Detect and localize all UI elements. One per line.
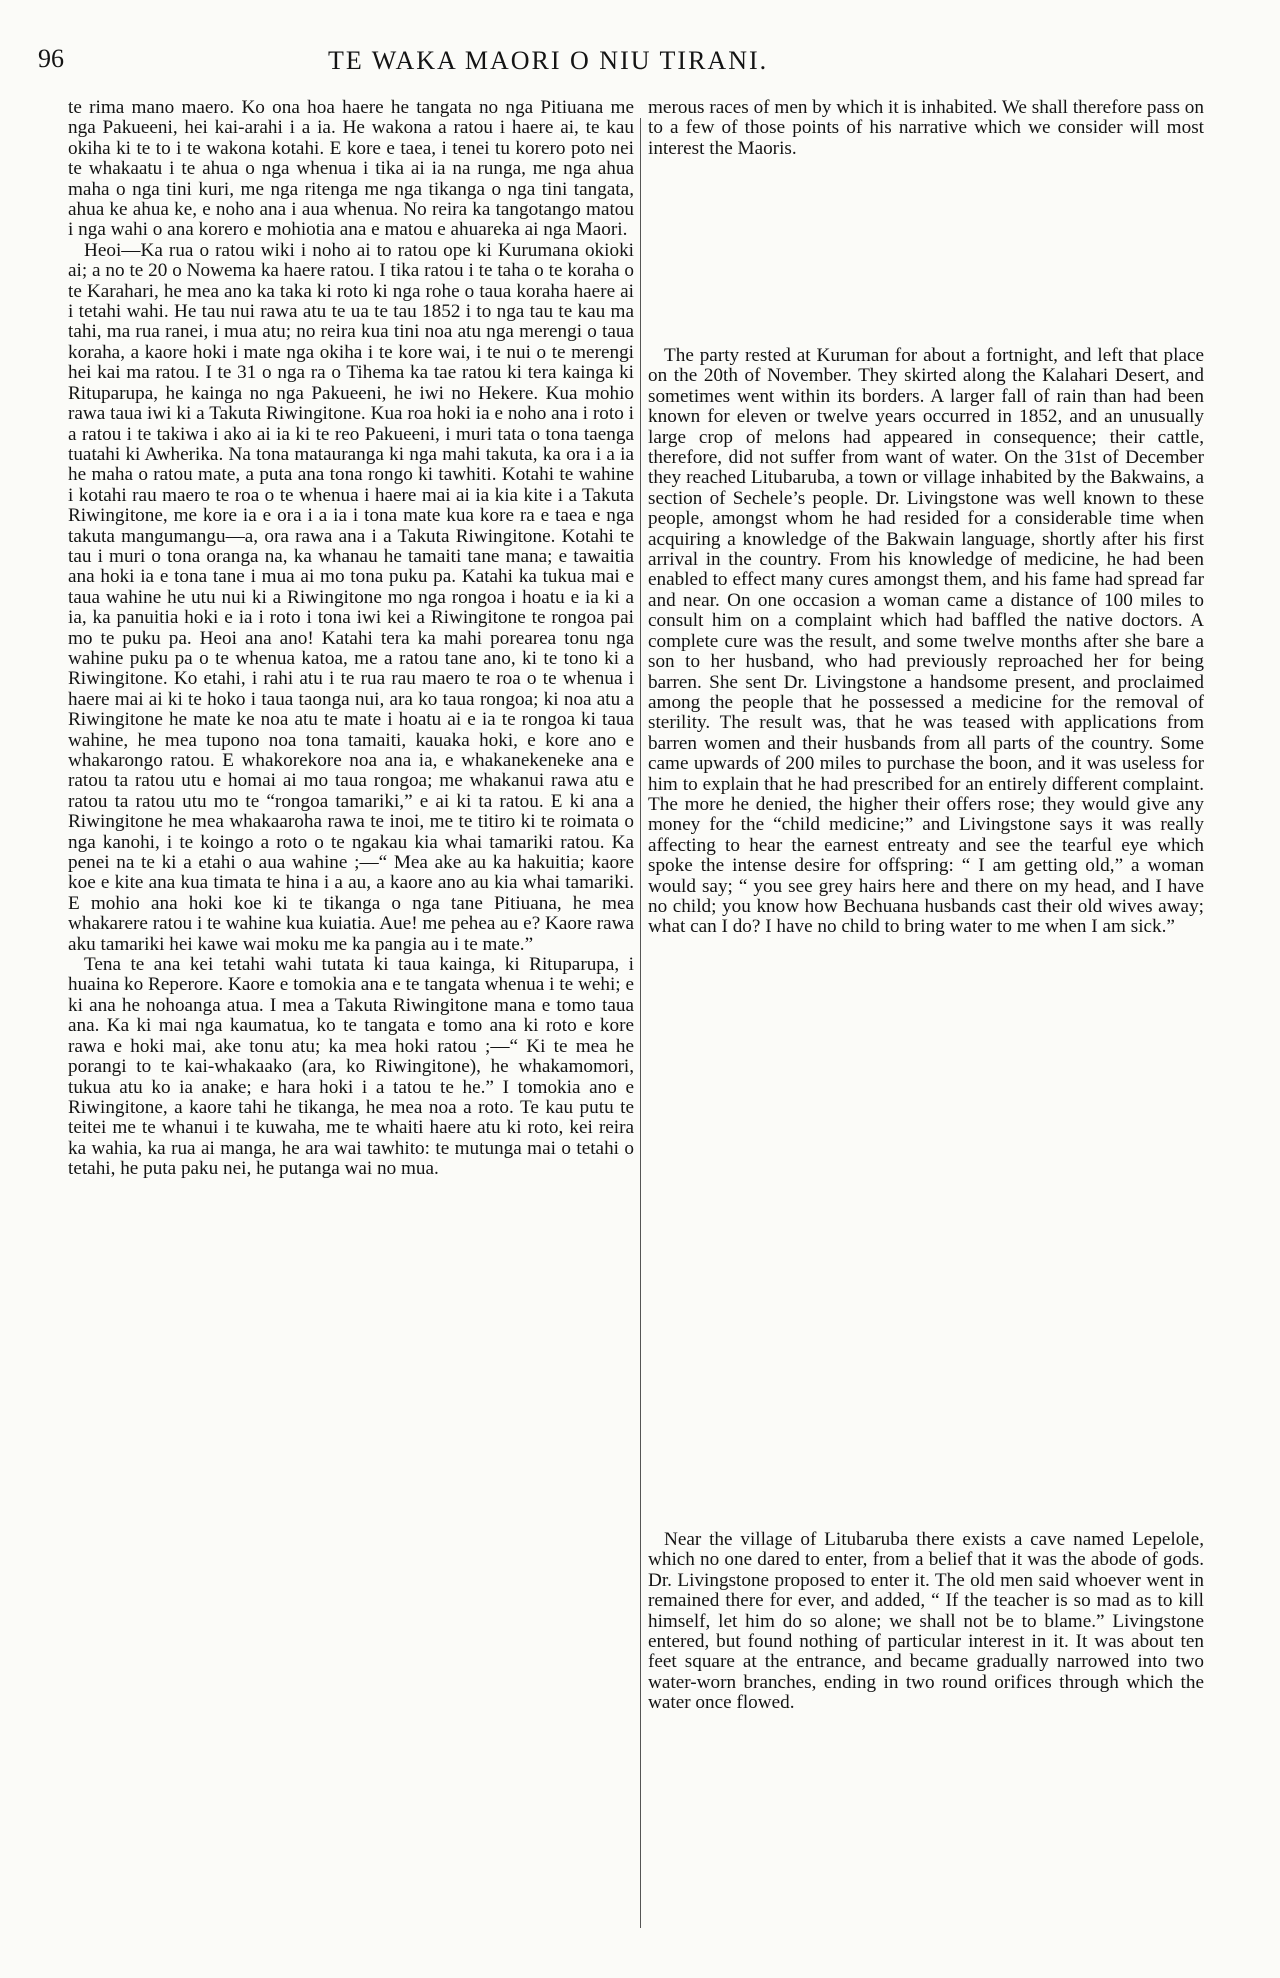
english-block-litubaruba [648,346,1204,938]
english-paragraph-3: Near the village of Litubaruba there exists a cave named Lepelole, which no one dared to enter, from a belief that it was the abode of gods. Dr. Livingstone proposed to enter it. The old men said whoever went in remained there for ever, and added, “ If the teacher is so mad as to kill himself, let him do so alone; we shall not be to blame.” Livingstone entered, but found nothing of particular interest in it. It was about ten feet square at the entrance, and became gradually narrowed into two water-worn branches, ending in two round orifices through which the water once flowed. [648,1529,1204,1714]
page-number: 96 [38,44,64,73]
maori-paragraph-1: te rima mano maero. Ko ona hoa haere he tangata no nga Pitiuana me nga Pakueeni, hei kai-arahi i a ia. He wakona a ratou i haere ai, te kau okiha ki te to i te wakona kotahi. E kore e taea, i tenei tu korero poto nei te whakaatu i te ahua o nga whenua i tika ai ia na runga, me nga ahua maha o nga tini kuri, me nga ritenga me nga tikanga o nga tini tangata, ahua ke ahua ke, e noho ana i aua whenua. No reira ka tangotango matou i nga wahi o ana korero e mohiotia ana e matou e ahuareka ai nga Maori. [68,97,634,241]
english-block-cave [648,1530,1204,1714]
column-divider [640,118,641,1928]
newspaper-title: TE WAKA MAORI O NIU TIRANI. [328,46,769,75]
english-block-intro [648,98,1204,159]
english-paragraph-1: merous races of men by which it is inhabited. We shall therefore pass on to a few of those points of his narrative which we consider will most interest the Maoris. [648,97,1204,159]
maori-column [68,98,634,1180]
page-header [38,44,1238,84]
english-paragraph-2: The party rested at Kuruman for about a fortnight, and left that place on the 20th of November. They skirted along the Kalahari Desert, and sometimes went within its borders. A larger fall of rain than had been known for eleven or twelve years occurred in 1852, and an unusually large crop of melons had appeared in consequence; their cattle, therefore, did not suffer from want of water. On the 31st of December they reached Litubaruba, a town or village inhabited by the Bakwains, a section of Sechele’s people. Dr. Livingstone was well known to these people, amongst whom he had resided for a considerable time when acquiring a knowledge of the Bakwain language, shortly after his first arrival in the country. From his knowledge of medicine, he had been enabled to effect many cures amongst them, and his fame had spread far and near. On one occasion a woman came a distance of 100 miles to consult him on a complaint which had baffled the native doctors. A complete cure was the result, and some twelve months after she bare a son to her husband, who had previously reproached her for being barren. She sent Dr. Livingstone a handsome present, and proclaimed among the people that he possessed a medicine for the removal of sterility. The result was, that he was teased with applications from barren women and their husbands from all parts of the country. Some came upwards of 200 miles to purchase the boon, and it was useless for him to explain that he had prescribed for an entirely different complaint. The more he denied, the higher their offers rose; they would give any money for the “child medicine;” and Livingstone says it was really affecting to hear the earnest entreaty and see the tearful eye which spoke the intense desire for offspring: “ I am getting old,” a woman would say; “ you see grey hairs here and there on my head, and I have no child; you know how Bechuana husbands cast their old wives away; what can I do? I have no child to bring water to me when I am sick.” [648,345,1204,938]
maori-paragraph-2: Heoi—Ka rua o ratou wiki i noho ai to ratou ope ki Kurumana okioki ai; a no te 20 o Nowema ka haere ratou. I tika ratou i te taha o te koraha o te Karahari, he mea ano ka taka ki roto ki nga rohe o taua koraha haere ai i tetahi wahi. He tau nui rawa atu te ua te tau 1852 i to nga tau te kau ma tahi, ma rua ranei, i mua atu; no reira kua tini noa atu nga merengi o taua koraha, a kaore hoki i mate nga okiha i te kore wai, i te nui o te merengi hei kai ma ratou. I te 31 o nga ra o Tihema ka tae ratou ki tera kainga ki Rituparupa, he kainga no nga Pakueeni, he iwi no Hekere. Kua mohio rawa taua iwi ki a Takuta Riwingitone. Kua roa hoki ia e noho ana i roto i a ratou i te takiwa i ako ai ia ki te reo Pakueeni, i muri tata o tona taenga tuatahi ki Awherika. Na tona matauranga ki nga mahi takuta, ka ora i a ia he maha o ratou mate, a puta ana tona rongo ki tawhiti. Kotahi te wahine i kotahi rau maero te roa o te whenua i haere mai ai ia kia kite i a Takuta Riwingitone, me kore ia e ora i a ia i tona mate kua kore ra e taea e nga takuta mangumangu—a, ora rawa ana i a Takuta Riwingitone. Kotahi te tau i muri o tona oranga na, ka whanau he tamaiti tane mana; e tawaitia ana hoki ia e tona tane i mua ai mo tona puku pa. Katahi ka tukua mai e taua wahine he utu nui ki a Riwingitone mo nga rongoa i hoatu e ia ki a ia, ka panuitia hoki e ia i roto i tona iwi kei a Riwingitone te rongoa pai mo te puku pa. Heoi ana ano! Katahi tera ka mahi porearea tonu nga wahine puku pa o te whenua katoa, me a ratou tane ano, ki te tono ki a Riwingitone. Ko etahi, i rahi atu i te rua rau maero te roa o te whenua i haere mai ai ki te hoko i taua taonga nui, ara ko taua rongoa; ki noa atu a Riwingitone he mate ke noa atu te mate i hoatu ai e ia te rongoa ki taua wahine, he mea tupono noa tona tamaiti, kauaka hoki, e kore ano e whakarongo ratou. E whakorekore noa ana ia, e whakanekeneke ana e ratou ta ratou utu e homai ai mo taua rongoa; me whakanui rawa atu e ratou ta ratou utu mo te “rongoa tamariki,” e ai ki ta ratou. E ki ana a Riwingitone he mea whakaaroha rawa te inoi, me te titiro ki te roimata o nga kanohi, i te koingo a roto o te ngakau kia whai tamariki ratou. Ka penei na te ki a etahi o aua wahine ;—“ Mea ake au ka hakuitia; kaore koe e kite ana kua timata te hina i a au, a kaore ano au kia whai tamariki. E mohio ana hoki koe ki te tikanga o nga tane Pitiuana, he mea whakarere ratou i te wahine kua kuiatia. Aue! me pehea au e? Kaore rawa aku tamariki hei kawe wai moku me ka pangia au i te mate.” [68,239,634,955]
maori-paragraph-3: Tena te ana kei tetahi wahi tutata ki taua kainga, ki Rituparupa, i huaina ko Reperore. Kaore e tomokia ana e te tangata whenua i te wehi; e ki ana he nohoanga atua. I mea a Takuta Riwingitone mana e tomo taua ana. Ka ki mai nga kaumatua, ko te tangata e tomo ana ki roto e kore rawa e hoki mai, ake tonu atu; ka mea hoki ratou ;—“ Ki te mea he porangi to te kai-whakaako (ara, ko Riwingitone), he whakamomori, tukua atu ko ia anake; e hara hoki i a tatou te he.” I tomokia ano e Riwingitone, a kaore tahi he tikanga, he mea noa a roto. Te kau putu te teitei me te whanui i te kuwaha, me te whaiti haere atu ki roto, kei reira ka wahia, ka rua ai manga, he ara wai tawhito: te mutunga mai o tetahi o tetahi, he puta paku nei, he putanga wai no mua. [68,954,634,1180]
